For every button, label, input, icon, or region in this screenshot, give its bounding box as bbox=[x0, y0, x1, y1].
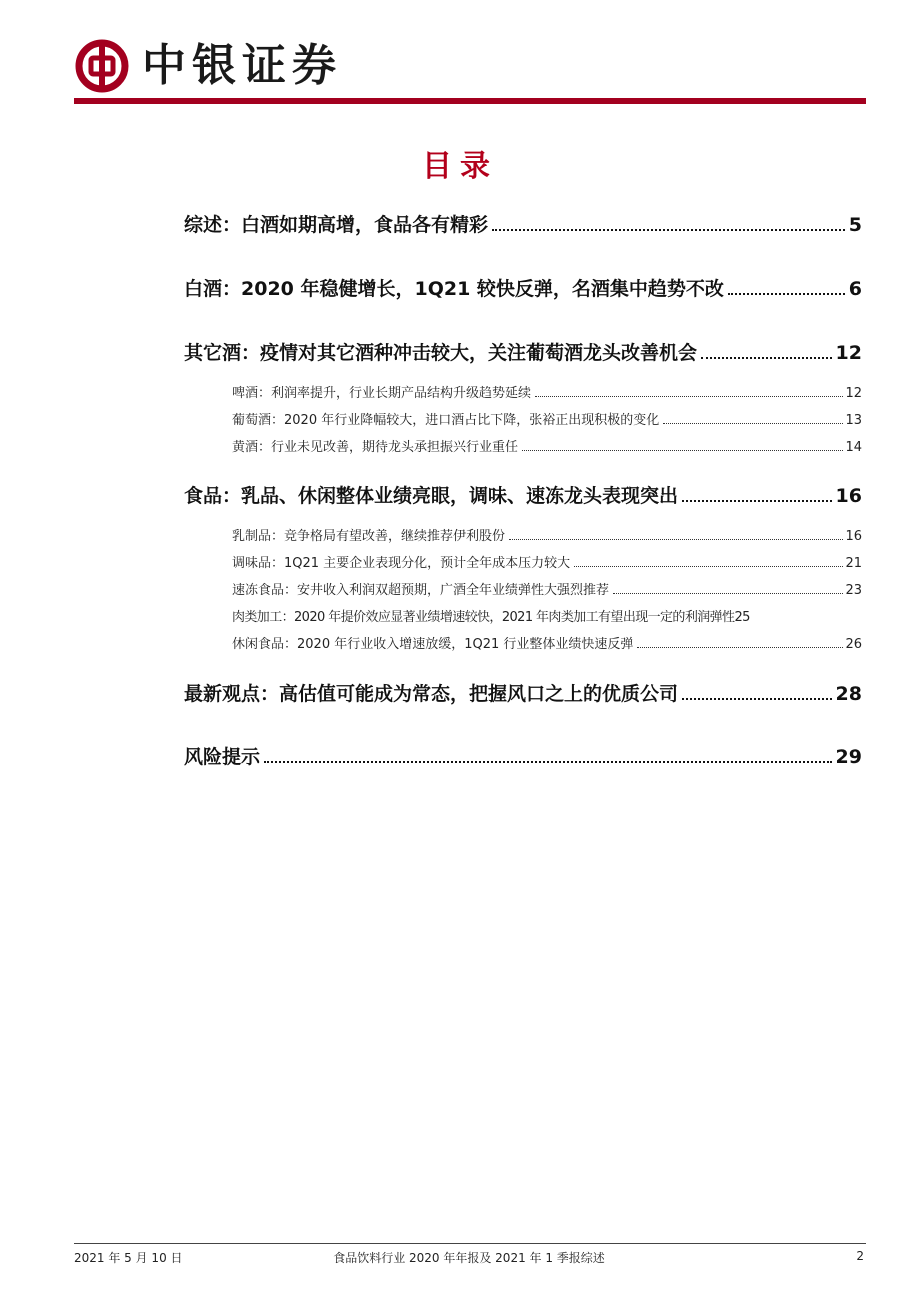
toc-subentry-label: 休闲食品：2020 年行业收入增速放缓，1Q21 行业整体业绩快速反弹 bbox=[232, 637, 634, 652]
dot-leader bbox=[663, 423, 843, 424]
footer-page-number: 2 bbox=[856, 1249, 864, 1263]
toc-entry[interactable] bbox=[184, 679, 862, 706]
brand-name: 中银证券 bbox=[142, 40, 342, 91]
toc-subentry-page: 16 bbox=[845, 529, 862, 544]
toc-entry-label: 风险提示 bbox=[184, 746, 261, 768]
dot-leader bbox=[613, 593, 843, 594]
toc-entry-page: 6 bbox=[848, 278, 862, 300]
toc-entry[interactable] bbox=[184, 210, 862, 237]
footer-date: 2021 年 5 月 10 日 bbox=[74, 1251, 183, 1265]
toc-subentry-page: 14 bbox=[845, 440, 862, 455]
dot-leader bbox=[574, 566, 843, 567]
toc-subentry-label: 黄酒：行业未见改善，期待龙头承担振兴行业重任 bbox=[232, 440, 519, 455]
toc-subentry-page: 13 bbox=[845, 413, 862, 428]
toc-subentry-page: 25 bbox=[734, 610, 750, 625]
toc-subentry-page: 12 bbox=[845, 386, 862, 401]
toc-entry-label: 白酒：2020 年稳健增长，1Q21 较快反弹，名酒集中趋势不改 bbox=[184, 278, 724, 300]
toc-entry-label: 最新观点：高估值可能成为常态，把握风口之上的优质公司 bbox=[184, 683, 679, 705]
toc-entry-label: 综述：白酒如期高增，食品各有精彩 bbox=[184, 214, 489, 236]
toc-subentry-label: 肉类加工：2020 年提价效应显著业绩增速较快，2021 年肉类加工有望出现一定的利润弹性 bbox=[232, 610, 735, 625]
toc-entry-label: 其它酒：疫情对其它酒种冲击较大，关注葡萄酒龙头改善机会 bbox=[184, 342, 698, 364]
toc-subentry-page: 23 bbox=[845, 583, 862, 598]
dot-leader bbox=[492, 229, 845, 231]
toc-entry-page: 28 bbox=[835, 683, 862, 705]
toc-entry-label: 食品：乳品、休闲整体业绩亮眼，调味、速冻龙头表现突出 bbox=[184, 485, 679, 507]
toc-entry[interactable] bbox=[184, 338, 862, 365]
dot-leader bbox=[682, 698, 832, 700]
dot-leader bbox=[701, 357, 832, 359]
toc-subentry-label: 啤酒：利润率提升，行业长期产品结构升级趋势延续 bbox=[232, 386, 532, 401]
header-divider bbox=[74, 98, 866, 104]
header bbox=[74, 38, 342, 94]
toc-subentry-page: 21 bbox=[845, 556, 862, 571]
toc-subentry[interactable] bbox=[232, 606, 862, 625]
toc-entry[interactable] bbox=[184, 481, 862, 508]
toc-entry[interactable] bbox=[184, 742, 862, 769]
toc-subentry-label: 速冻食品：安井收入利润双超预期，广酒全年业绩弹性大强烈推荐 bbox=[232, 583, 610, 598]
toc-title: 目录 bbox=[422, 149, 498, 184]
toc-subentry[interactable] bbox=[232, 409, 862, 428]
toc-entry-page: 5 bbox=[848, 214, 862, 236]
toc-subentry-label: 调味品：1Q21 主要企业表现分化，预计全年成本压力较大 bbox=[232, 556, 571, 571]
footer bbox=[74, 1249, 864, 1267]
dot-leader bbox=[522, 450, 843, 451]
dot-leader bbox=[728, 293, 845, 295]
toc-entry[interactable] bbox=[184, 274, 862, 301]
dot-leader bbox=[637, 647, 843, 648]
dot-leader bbox=[509, 539, 843, 540]
dot-leader bbox=[264, 761, 832, 763]
dot-leader bbox=[535, 396, 843, 397]
toc-entry-page: 12 bbox=[835, 342, 862, 364]
toc-subentry-label: 乳制品：竞争格局有望改善，继续推荐伊利股份 bbox=[232, 529, 506, 544]
toc-subentry[interactable] bbox=[232, 436, 862, 455]
toc-subentry[interactable] bbox=[232, 382, 862, 401]
toc-subentry-page: 26 bbox=[845, 637, 862, 652]
toc-entry-page: 29 bbox=[835, 746, 862, 768]
toc-subentry-label: 葡萄酒：2020 年行业降幅较大，进口酒占比下降，张裕正出现积极的变化 bbox=[232, 413, 660, 428]
toc-subentry[interactable] bbox=[232, 552, 862, 571]
toc-entry-page: 16 bbox=[835, 485, 862, 507]
footer-report-title: 食品饮料行业 2020 年年报及 2021 年 1 季报综述 bbox=[333, 1251, 605, 1265]
toc-subentry[interactable] bbox=[232, 525, 862, 544]
toc-subentry[interactable] bbox=[232, 579, 862, 598]
toc-subentry[interactable] bbox=[232, 633, 862, 652]
footer-divider bbox=[74, 1243, 866, 1244]
dot-leader bbox=[682, 500, 832, 502]
bank-of-china-logo-icon bbox=[74, 38, 130, 94]
